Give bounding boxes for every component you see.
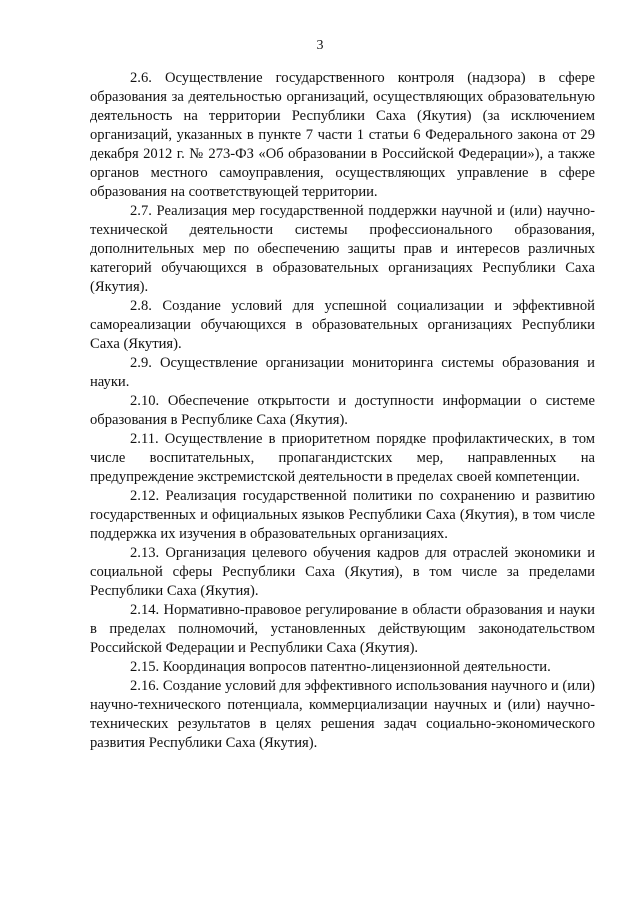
- paragraph-2-8: 2.8. Создание условий для успешной социализации и эффективной самореализации обучающихся в образовательных организациях Республики Саха (Якутия).: [90, 298, 595, 352]
- document-body: [90, 69, 595, 753]
- paragraph-2-15: 2.15. Координация вопросов патентно-лицензионной деятельности.: [130, 659, 551, 675]
- paragraph-2-7: 2.7. Реализация мер государственной поддержки научной и (или) научно-технической деятельности системы профессионального образования, дополнительных мер по обеспечению защиты прав и интересов различных категорий обучающихся в образовательных организациях Республики Саха (Якутия).: [90, 203, 595, 295]
- paragraph-2-12: 2.12. Реализация государственной политики по сохранению и развитию государственных и официальных языков Республики Саха (Якутия), в том числе поддержка их изучения в образовательных организациях.: [90, 488, 595, 542]
- paragraph-2-11: 2.11. Осуществление в приоритетном порядке профилактических, в том числе воспитательных, пропагандистских мер, направленных на предупреждение экстремистской деятельности в пределах своей компетенции.: [90, 431, 595, 485]
- paragraph-2-14: 2.14. Нормативно-правовое регулирование в области образования и науки в пределах полномочий, установленных действующим законодательством Российской Федерации и Республики Саха (Якутия).: [90, 602, 595, 656]
- paragraph-2-16: 2.16. Создание условий для эффективного использования научного и (или) научно-технического потенциала, коммерциализации научных и (или) научно-технических результатов в целях решения задач социально-экономического развития Республики Саха (Якутия).: [90, 678, 595, 751]
- paragraph-2-6: 2.6. Осуществление государственного контроля (надзора) в сфере образования за деятельностью организаций, осуществляющих образовательную деятельность на территории Республики Саха (Якутия) (за исключением организаций, указанных в пункте 7 части 1 статьи 6 Федерального закона от 29 декабря 2012 г. № 273-ФЗ «Об образовании в Российской Федерации»), а также органов местного самоуправления, осуществляющих управление в сфере образования на соответствующей территории.: [90, 70, 595, 200]
- page-number: 3: [316, 38, 324, 53]
- paragraph-2-9: 2.9. Осуществление организации мониторинга системы образования и науки.: [90, 355, 595, 390]
- paragraph-2-13: 2.13. Организация целевого обучения кадров для отраслей экономики и социальной сферы Республики Саха (Якутия), в том числе за пределами Республики Саха (Якутия).: [90, 545, 595, 599]
- paragraph-2-10: 2.10. Обеспечение открытости и доступности информации о системе образования в Республике Саха (Якутия).: [90, 393, 595, 428]
